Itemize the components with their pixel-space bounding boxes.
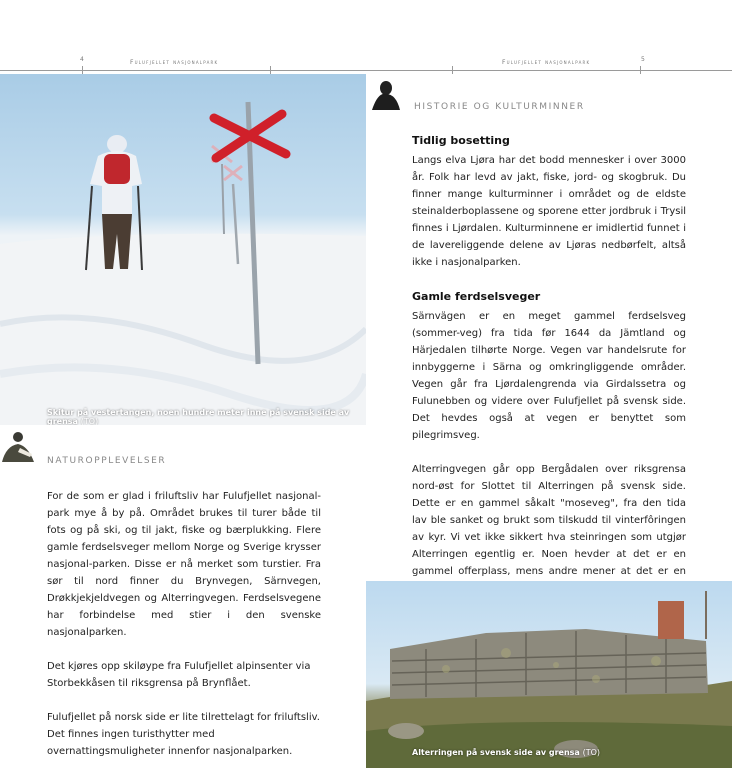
- paragraph-early-settlement: Langs elva Ljøra har det bodd mennesker i over 3000 år. Folk har levd av jakt, fiske, jord- og skogbruk. Du finner mange kulturminner i området og de eldste steinalderboplassene og sporene etter jordbruk i Trysil finnes i Ljørdalen. Kulturminnene er imidlertid funnet i de lavereliggende delene av Ljøras nedbørfelt, altså ikke i nasjonalparken.: [412, 155, 686, 268]
- header-rule: [0, 70, 732, 71]
- paragraph-alterringvegen: Alterringvegen går opp Bergådalen over riksgrensa nord-øst for Slottet til Alterringen på svensk side. Dette er en gammel såkalt "moseveg", fra den tida lav ble sanket og brukt som tilskudd til vinterfôringen av kyr. Vi vet ikke sikkert hva steinringen som utgjør Alterringen egentlig er. Noen hevder at det er en gammel offerplass, mens andre mener at det er en: [412, 464, 686, 577]
- running-title-left: Fulufjellet nasjonalpark: [130, 59, 219, 66]
- thumbnail-figure-nature: [0, 428, 36, 464]
- photo-caption-top: Skitur på vestertangen, noen hundre meter inne på svensk side av grensa (TO): [47, 408, 350, 425]
- section-title-history: HISTORIE OG KULTURMINNER: [414, 102, 585, 112]
- header-tick: [82, 66, 83, 74]
- photo-caption-bottom: Alterringen på svensk side av grensa (TO): [412, 748, 601, 757]
- photo-alterringen: [366, 581, 732, 768]
- paragraph-nature-2: Det kjøres opp skiløype fra Fulufjellet alpinsenter via Storbekkåsen til riksgrensa på Brynflået.: [47, 661, 311, 689]
- header-tick: [270, 66, 271, 74]
- thumbnail-figure-history: [366, 74, 402, 110]
- history-column: [412, 134, 686, 597]
- paragraph-nature-3: Fulufjellet på norsk side er lite tilrettelagt for friluftsliv. Det finnes ingen turisthytter med overnattingsmuligheter innenfor nasjonalparken.: [47, 712, 320, 757]
- stone-ring-illustration: [366, 581, 732, 768]
- running-title-right: Fulufjellet nasjonalpark: [502, 59, 591, 66]
- section-title-nature: NATUROPPLEVELSER: [47, 456, 167, 466]
- nature-column: [47, 488, 321, 760]
- paragraph-sarnvagen: Särnvägen er en meget gammel ferdselsveg (sommer-veg) fra tida før 1644 da Jämtland og Härjedalen tilhørte Norge. Vegen var handelsrute for innbyggerne i Särna og omkringliggende områder. Vegen går fra Ljørdalengrenda via Girdalssetra og Fulunebben og videre over Fulufjellet på svensk side. Det hevdes også at vegen er benyttet som pilegrimsveg.: [412, 311, 686, 441]
- ski-scene-illustration: [0, 74, 366, 425]
- page-number-right: 5: [641, 56, 645, 63]
- heading-early-settlement: Tidlig bosetting: [412, 134, 510, 147]
- photo-ski-trip: [0, 74, 366, 425]
- stone-marker: [658, 601, 684, 639]
- header-tick: [640, 66, 641, 74]
- header-tick: [452, 66, 453, 74]
- paragraph-nature-1: For de som er glad i friluftsliv har Fulufjellet nasjonal-park mye å by på. Området brukes til turer både til fots og på ski, og til jakt, fiske og bærplukking. Flere gamle ferdselsveger mellom Norge og Sverige krysser nasjonal-parken. Disse er nå merket som turstier. Fra sør til nord finner du Brynvegen, Särnvegen, Drøkkjekjeldvegen og Alterringvegen. Ferdselsvegene har forbindelse med stier i den svenske nasjonalparken.: [47, 491, 321, 638]
- page-number-left: 4: [80, 56, 84, 63]
- heading-old-roads: Gamle ferdselsveger: [412, 290, 541, 303]
- stone-wall: [390, 629, 708, 699]
